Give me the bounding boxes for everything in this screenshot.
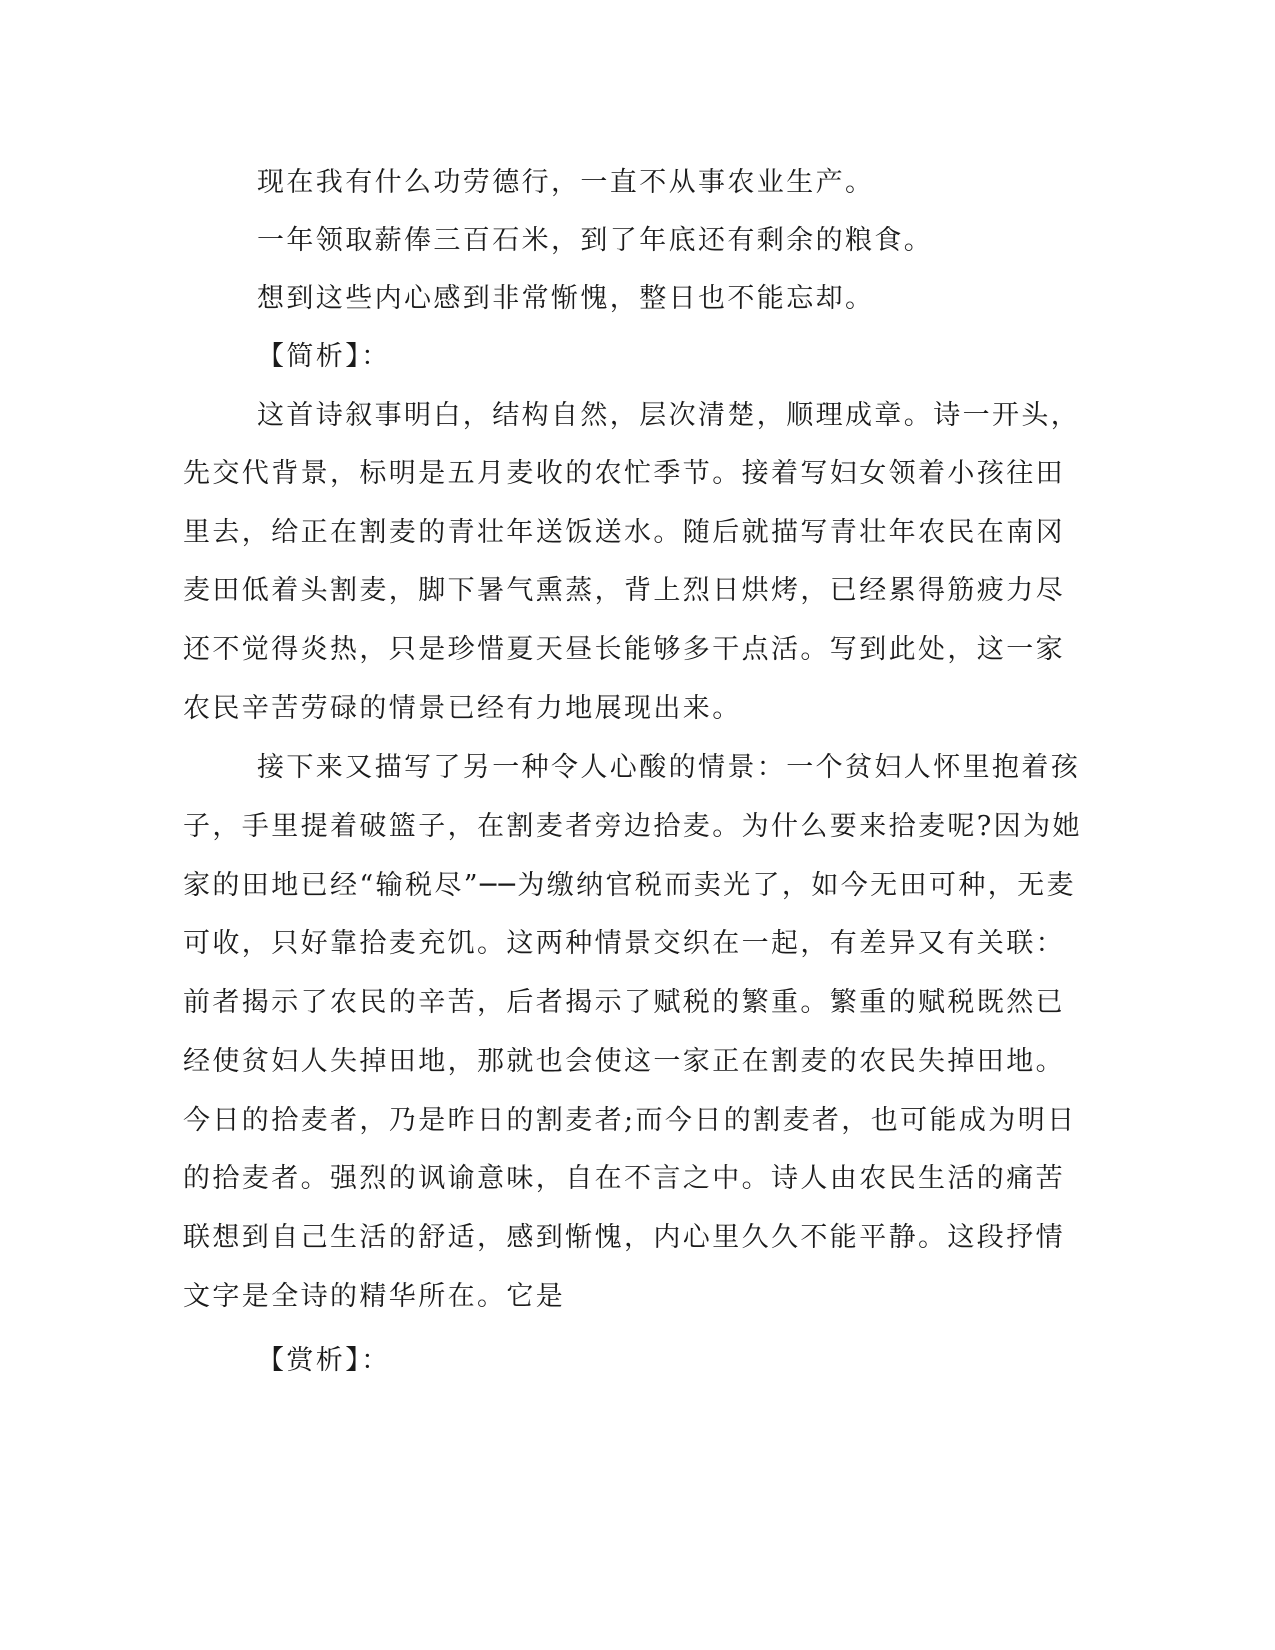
paragraph-line: 家的田地已经“输税尽”──为缴纳官税而卖光了，如今无田可种，无麦 <box>183 870 1076 901</box>
appreciation-heading: 【赏析】： <box>257 1345 391 1376</box>
translation-line: 一年领取薪俸三百石米，到了年底还有剩余的粮食。 <box>257 225 934 256</box>
paragraph-line: 前者揭示了农民的辛苦，后者揭示了赋税的繁重。繁重的赋税既然已 <box>183 987 1065 1018</box>
paragraph-line: 文字是全诗的精华所在。它是 <box>183 1281 566 1312</box>
paragraph-line: 麦田低着头割麦，脚下暑气熏蒸，背上烈日烘烤，已经累得筋疲力尽 <box>183 575 1065 606</box>
translation-line: 现在我有什么功劳德行，一直不从事农业生产。 <box>257 167 875 198</box>
paragraph-line: 联想到自己生活的舒适，感到惭愧，内心里久久不能平静。这段抒情 <box>183 1222 1065 1253</box>
paragraph-line: 这首诗叙事明白，结构自然，层次清楚，顺理成章。诗一开头， <box>257 400 1081 431</box>
paragraph-line: 可收，只好靠拾麦充饥。这两种情景交织在一起，有差异又有关联： <box>183 928 1065 959</box>
brief-analysis-heading: 【简析】： <box>257 341 391 372</box>
paragraph-line: 的拾麦者。强烈的讽谕意味，自在不言之中。诗人由农民生活的痛苦 <box>183 1163 1065 1194</box>
paragraph-line: 接下来又描写了另一种令人心酸的情景：一个贫妇人怀里抱着孩 <box>257 752 1081 783</box>
paragraph-line: 还不觉得炎热，只是珍惜夏天昼长能够多干点活。写到此处，这一家 <box>183 634 1065 665</box>
paragraph-line: 里去，给正在割麦的青壮年送饭送水。随后就描写青壮年农民在南冈 <box>183 517 1065 548</box>
translation-line: 想到这些内心感到非常惭愧，整日也不能忘却。 <box>257 283 875 314</box>
paragraph-line: 今日的拾麦者，乃是昨日的割麦者;而今日的割麦者，也可能成为明日 <box>183 1105 1077 1136</box>
paragraph-line: 先交代背景，标明是五月麦收的农忙季节。接着写妇女领着小孩往田 <box>183 458 1065 489</box>
paragraph-line: 农民辛苦劳碌的情景已经有力地展现出来。 <box>183 693 742 724</box>
paragraph-line: 经使贫妇人失掉田地，那就也会使这一家正在割麦的农民失掉田地。 <box>183 1046 1065 1077</box>
paragraph-line: 子，手里提着破篮子，在割麦者旁边拾麦。为什么要来拾麦呢?因为她 <box>183 811 1082 842</box>
